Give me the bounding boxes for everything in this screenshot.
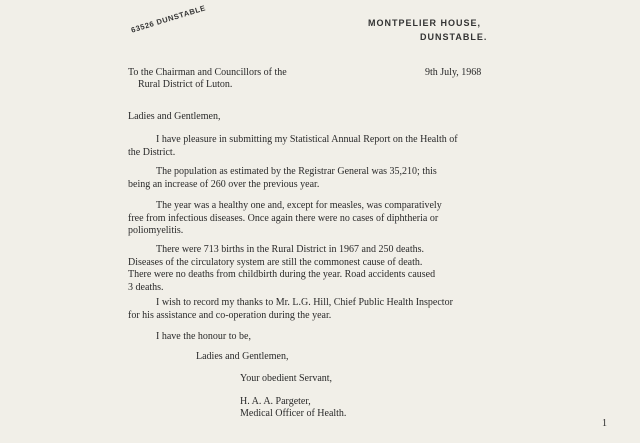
- closing-salutation: Ladies and Gentlemen,: [196, 351, 289, 362]
- paragraph-line: I wish to record my thanks to Mr. L.G. Hill, Chief Public Health Inspector: [156, 297, 453, 308]
- paragraph-line: There were 713 births in the Rural District in 1967 and 250 deaths.: [156, 244, 424, 255]
- paragraph-line: The year was a healthy one and, except for measles, was comparatively: [156, 200, 442, 211]
- paragraph-health: [128, 200, 508, 238]
- honour-line: I have the honour to be,: [156, 331, 251, 342]
- signatory-name: H. A. A. Pargeter,: [240, 396, 311, 407]
- recipient-line-2: Rural District of Luton.: [138, 79, 233, 90]
- paragraph-line: The population as estimated by the Registrar General was 35,210; this: [156, 166, 437, 177]
- address-line-2: DUNSTABLE.: [420, 32, 488, 42]
- paragraph-line: There were no deaths from childbirth during the year. Road accidents caused: [128, 269, 436, 280]
- recipient-line-1: To the Chairman and Councillors of the: [128, 67, 287, 78]
- letter-date: 9th July, 1968: [425, 67, 482, 78]
- page-number: 1: [602, 418, 607, 429]
- paragraph-line: free from infectious diseases. Once again there were no cases of diphtheria or: [128, 212, 439, 224]
- paragraph-population: [128, 166, 508, 191]
- paragraph-line: poliomyelitis.: [128, 225, 184, 236]
- signatory-title: Medical Officer of Health.: [240, 408, 347, 419]
- paragraph-line: for his assistance and co-operation during the year.: [128, 309, 332, 321]
- paragraph-line: Diseases of the circulatory system are still the commonest cause of death.: [128, 256, 423, 268]
- telephone-stamp: 63526 DUNSTABLE: [130, 3, 207, 35]
- address-line-1: MONTPELIER HOUSE,: [368, 18, 482, 28]
- salutation: Ladies and Gentlemen,: [128, 111, 221, 122]
- paragraph-line: being an increase of 260 over the previous year.: [128, 178, 320, 190]
- paragraph-line: the District.: [128, 146, 176, 158]
- paragraph-line: I have pleasure in submitting my Statistical Annual Report on the Health of: [156, 134, 458, 145]
- paragraph-intro: [128, 134, 508, 159]
- paragraph-births-deaths: [128, 244, 508, 294]
- paragraph-line: 3 deaths.: [128, 281, 164, 293]
- valediction: Your obedient Servant,: [240, 373, 333, 384]
- paragraph-thanks: [128, 297, 508, 322]
